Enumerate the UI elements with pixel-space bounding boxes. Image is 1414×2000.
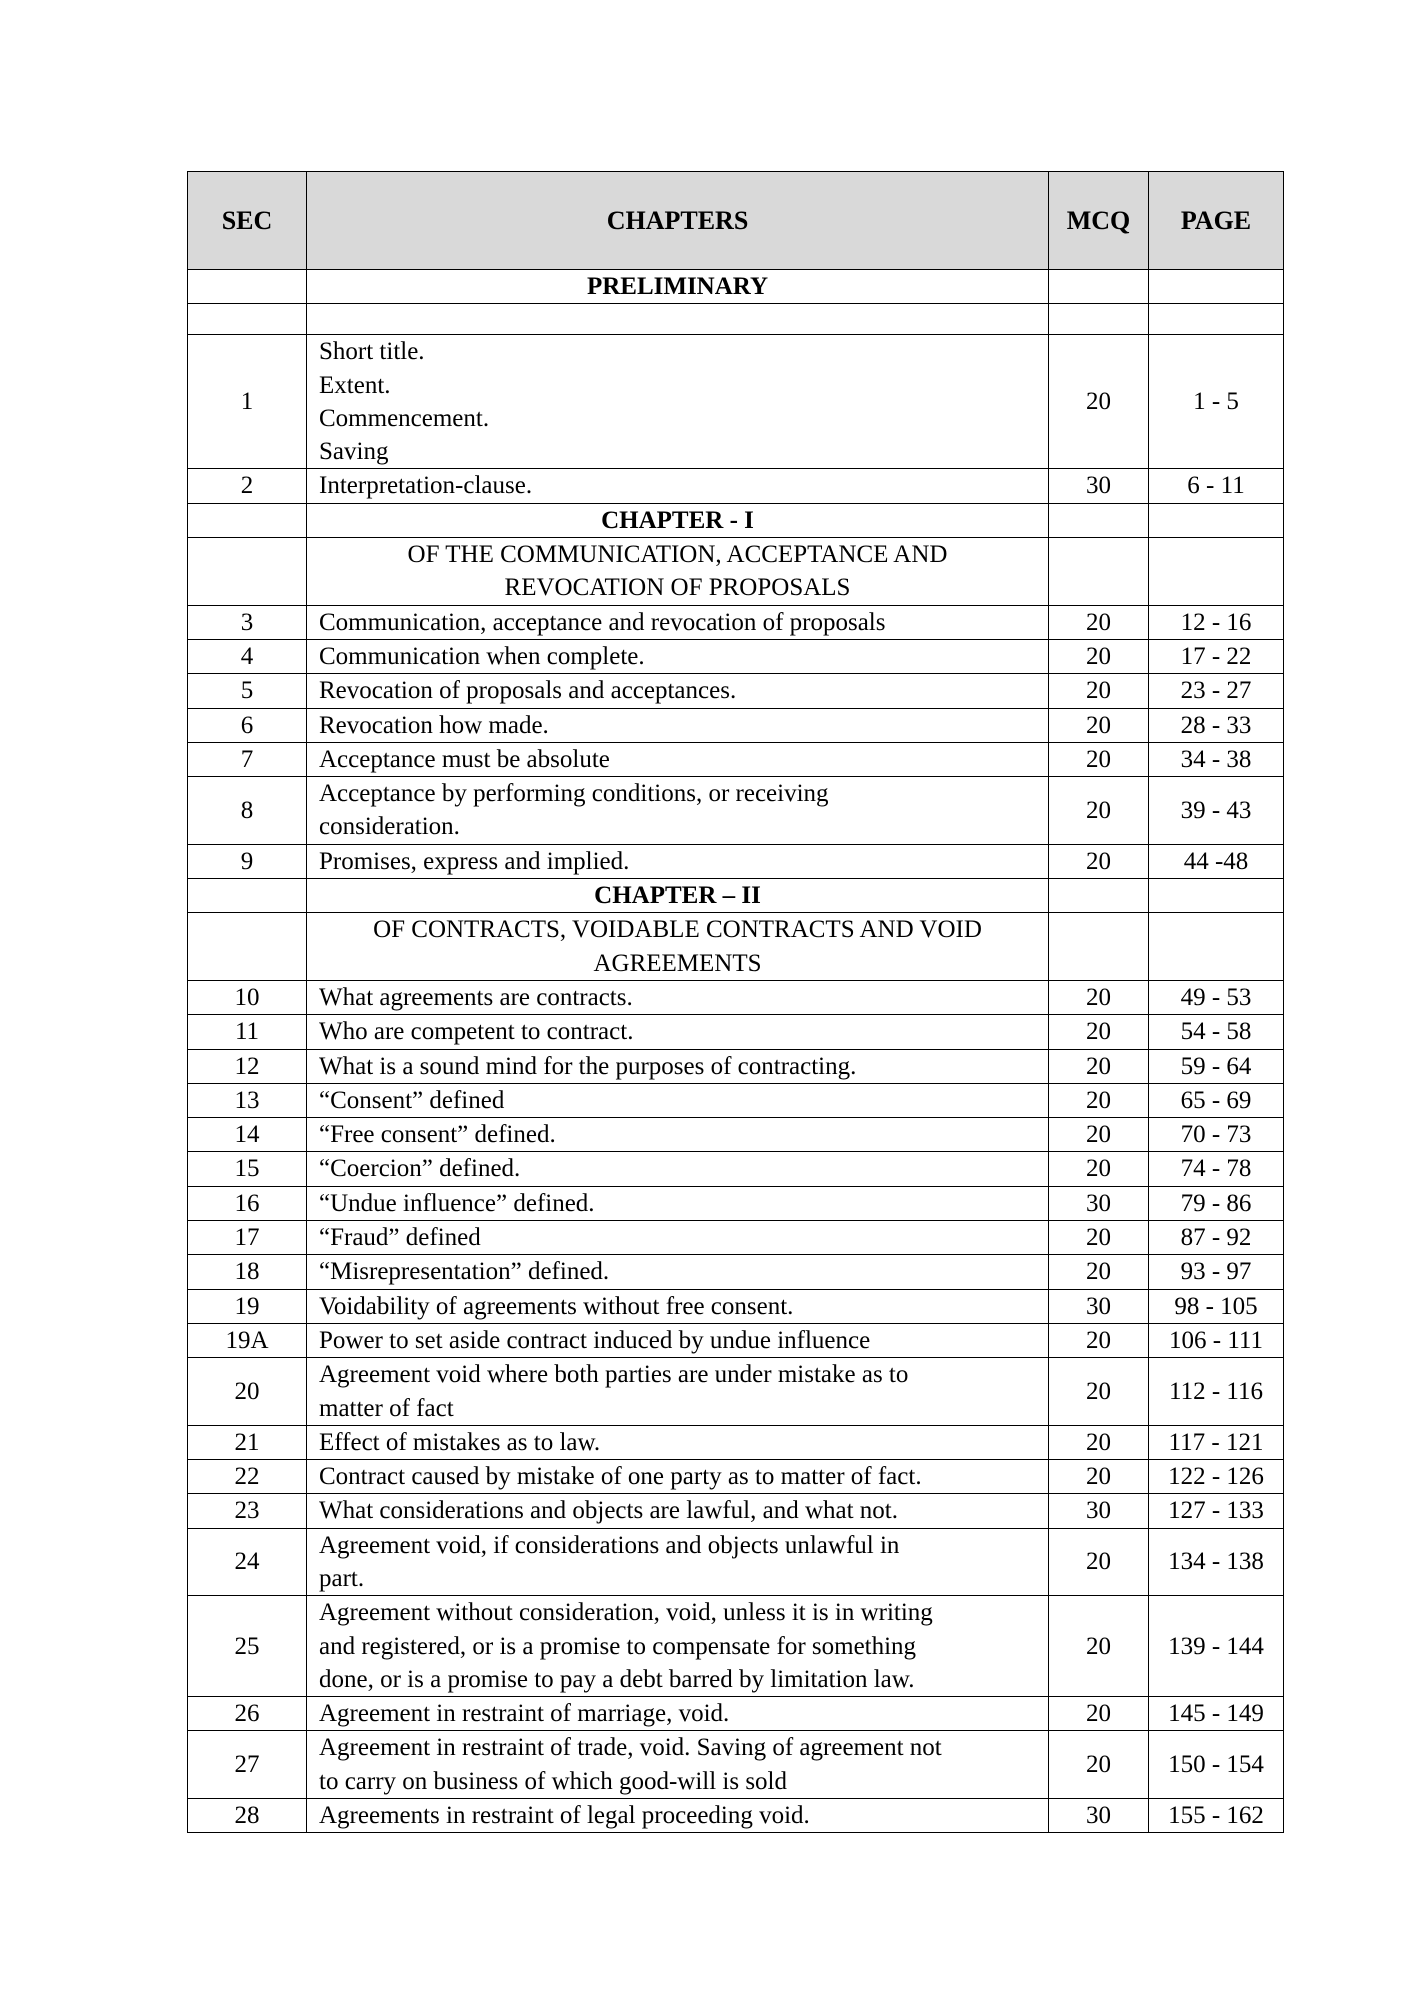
page-cell: [1149, 304, 1284, 335]
chapter-cell: [307, 304, 1049, 335]
chapter-title: “Misrepresentation” defined.: [307, 1255, 1049, 1289]
sec-number: 19A: [188, 1323, 307, 1357]
mcq-count: 20: [1049, 674, 1149, 708]
sec-number: 7: [188, 742, 307, 776]
mcq-count: 20: [1049, 1118, 1149, 1152]
chapter-title: Who are competent to contract.: [307, 1015, 1049, 1049]
page-range: 87 - 92: [1149, 1221, 1284, 1255]
chapter-title: Communication when complete.: [307, 639, 1049, 673]
table-row: [188, 1799, 1284, 1833]
page-range: 1 - 5: [1149, 335, 1284, 469]
sec-number: 21: [188, 1425, 307, 1459]
sec-number: 5: [188, 674, 307, 708]
section-heading-row: [188, 913, 1284, 981]
chapter-title-line: Agreement void where both parties are under mistake as to: [319, 1361, 909, 1389]
mcq-count: 30: [1049, 1799, 1149, 1833]
table-row: [188, 1118, 1284, 1152]
header-row: [188, 172, 1284, 270]
page-range: 44 -48: [1149, 844, 1284, 878]
chapter-subheading: [307, 538, 1049, 606]
sec-number: 15: [188, 1152, 307, 1186]
mcq-count: 20: [1049, 980, 1149, 1014]
chapter-subheading-line: AGREEMENTS: [593, 949, 762, 977]
mcq-cell: [1049, 879, 1149, 913]
header-page: PAGE: [1149, 172, 1284, 270]
chapter-title: “Consent” defined: [307, 1083, 1049, 1117]
chapter-title: [307, 1731, 1049, 1799]
mcq-count: 20: [1049, 1255, 1149, 1289]
table-row: [188, 1255, 1284, 1289]
chapter-title-line: Saving: [319, 438, 389, 466]
sec-cell: [188, 538, 307, 606]
chapter-title: What agreements are contracts.: [307, 980, 1049, 1014]
chapter-heading: PRELIMINARY: [307, 270, 1049, 304]
chapter-heading: CHAPTER - I: [307, 503, 1049, 537]
sec-number: 12: [188, 1049, 307, 1083]
mcq-count: 30: [1049, 1289, 1149, 1323]
page-range: 122 - 126: [1149, 1460, 1284, 1494]
sec-number: 17: [188, 1221, 307, 1255]
chapter-title-line: Short title.: [319, 338, 425, 366]
sec-cell: [188, 270, 307, 304]
mcq-cell: [1049, 304, 1149, 335]
page-range: 65 - 69: [1149, 1083, 1284, 1117]
page-range: 34 - 38: [1149, 742, 1284, 776]
chapter-title: Revocation of proposals and acceptances.: [307, 674, 1049, 708]
page-range: 117 - 121: [1149, 1425, 1284, 1459]
table-row: [188, 1083, 1284, 1117]
sec-number: 18: [188, 1255, 307, 1289]
table-row: [188, 1289, 1284, 1323]
chapter-title: Interpretation-clause.: [307, 469, 1049, 503]
table-row: [188, 335, 1284, 469]
page-cell: [1149, 879, 1284, 913]
chapter-heading: CHAPTER – II: [307, 879, 1049, 913]
chapter-title: [307, 1528, 1049, 1596]
page-range: 70 - 73: [1149, 1118, 1284, 1152]
sec-number: 16: [188, 1186, 307, 1220]
sec-number: 14: [188, 1118, 307, 1152]
mcq-count: 20: [1049, 1460, 1149, 1494]
chapter-title: Effect of mistakes as to law.: [307, 1425, 1049, 1459]
table-row: [188, 1015, 1284, 1049]
chapter-title: [307, 1596, 1049, 1697]
mcq-count: 20: [1049, 777, 1149, 845]
chapter-title-line: and registered, or is a promise to compensate for something: [319, 1632, 917, 1660]
chapter-title-line: Extent.: [319, 371, 391, 399]
page-range: 98 - 105: [1149, 1289, 1284, 1323]
sec-cell: [188, 879, 307, 913]
chapter-title-line: done, or is a promise to pay a debt barred by limitation law.: [319, 1665, 915, 1693]
page-range: 127 - 133: [1149, 1494, 1284, 1528]
mcq-count: 30: [1049, 469, 1149, 503]
chapter-title-line: part.: [319, 1564, 365, 1592]
page-range: 39 - 43: [1149, 777, 1284, 845]
table-row: [188, 1358, 1284, 1426]
chapter-title: “Free consent” defined.: [307, 1118, 1049, 1152]
chapter-title: Acceptance must be absolute: [307, 742, 1049, 776]
mcq-count: 20: [1049, 1528, 1149, 1596]
page-cell: [1149, 538, 1284, 606]
mcq-count: 20: [1049, 1049, 1149, 1083]
sec-number: 19: [188, 1289, 307, 1323]
mcq-count: 20: [1049, 708, 1149, 742]
chapter-subheading-line: REVOCATION OF PROPOSALS: [504, 574, 851, 602]
chapter-title: Communication, acceptance and revocation of proposals: [307, 605, 1049, 639]
sec-number: 22: [188, 1460, 307, 1494]
table-row: [188, 1152, 1284, 1186]
mcq-count: 20: [1049, 844, 1149, 878]
sec-number: 28: [188, 1799, 307, 1833]
mcq-count: 20: [1049, 335, 1149, 469]
sec-number: 11: [188, 1015, 307, 1049]
table-row: [188, 1460, 1284, 1494]
page-range: 106 - 111: [1149, 1323, 1284, 1357]
page-range: 112 - 116: [1149, 1358, 1284, 1426]
chapter-title-line: matter of fact: [319, 1394, 454, 1422]
mcq-count: 20: [1049, 639, 1149, 673]
mcq-cell: [1049, 913, 1149, 981]
chapter-title: Contract caused by mistake of one party as to matter of fact.: [307, 1460, 1049, 1494]
table-row: [188, 674, 1284, 708]
contents-body: [188, 270, 1284, 1833]
page-range: 93 - 97: [1149, 1255, 1284, 1289]
mcq-count: 20: [1049, 1697, 1149, 1731]
chapter-subheading: [307, 913, 1049, 981]
chapter-title-line: to carry on business of which good-will is sold: [319, 1767, 788, 1795]
mcq-count: 20: [1049, 1015, 1149, 1049]
header-mcq: MCQ: [1049, 172, 1149, 270]
page-cell: [1149, 270, 1284, 304]
table-row: [188, 1049, 1284, 1083]
chapter-title: [307, 335, 1049, 469]
mcq-count: 30: [1049, 1494, 1149, 1528]
mcq-count: 20: [1049, 1425, 1149, 1459]
section-heading-row: [188, 879, 1284, 913]
page-range: 17 - 22: [1149, 639, 1284, 673]
chapter-title: “Fraud” defined: [307, 1221, 1049, 1255]
section-heading-row: [188, 270, 1284, 304]
sec-number: 24: [188, 1528, 307, 1596]
page-range: 54 - 58: [1149, 1015, 1284, 1049]
mcq-cell: [1049, 503, 1149, 537]
sec-number: 26: [188, 1697, 307, 1731]
page-range: 49 - 53: [1149, 980, 1284, 1014]
mcq-cell: [1049, 270, 1149, 304]
table-row: [188, 1596, 1284, 1697]
table-row: [188, 1697, 1284, 1731]
table-row: [188, 639, 1284, 673]
page-cell: [1149, 913, 1284, 981]
chapter-title: Agreement in restraint of marriage, void.: [307, 1697, 1049, 1731]
page-range: 23 - 27: [1149, 674, 1284, 708]
sec-number: 25: [188, 1596, 307, 1697]
page-range: 145 - 149: [1149, 1697, 1284, 1731]
mcq-count: 20: [1049, 1221, 1149, 1255]
chapter-subheading-line: OF THE COMMUNICATION, ACCEPTANCE AND: [407, 541, 948, 569]
table-row: [188, 742, 1284, 776]
sec-number: 9: [188, 844, 307, 878]
mcq-count: 20: [1049, 605, 1149, 639]
chapter-title: [307, 777, 1049, 845]
table-row: [188, 1494, 1284, 1528]
chapter-title: What is a sound mind for the purposes of contracting.: [307, 1049, 1049, 1083]
header-sec: SEC: [188, 172, 307, 270]
mcq-count: 20: [1049, 742, 1149, 776]
sec-number: 10: [188, 980, 307, 1014]
page-range: 139 - 144: [1149, 1596, 1284, 1697]
page-range: 28 - 33: [1149, 708, 1284, 742]
mcq-count: 20: [1049, 1596, 1149, 1697]
section-heading-row: [188, 503, 1284, 537]
mcq-cell: [1049, 538, 1149, 606]
table-row: [188, 1425, 1284, 1459]
table-row: [188, 1731, 1284, 1799]
sec-number: 13: [188, 1083, 307, 1117]
chapter-title: What considerations and objects are lawful, and what not.: [307, 1494, 1049, 1528]
sec-number: 20: [188, 1358, 307, 1426]
page-range: 12 - 16: [1149, 605, 1284, 639]
table-row: [188, 980, 1284, 1014]
chapter-title-line: Commencement.: [319, 404, 490, 432]
section-heading-row: [188, 538, 1284, 606]
page-range: 155 - 162: [1149, 1799, 1284, 1833]
table-row: [188, 605, 1284, 639]
chapter-title: Voidability of agreements without free consent.: [307, 1289, 1049, 1323]
mcq-count: 20: [1049, 1323, 1149, 1357]
spacer-row: [188, 304, 1284, 335]
chapter-title: Revocation how made.: [307, 708, 1049, 742]
chapter-title: Power to set aside contract induced by undue influence: [307, 1323, 1049, 1357]
page-range: 59 - 64: [1149, 1049, 1284, 1083]
page-range: 6 - 11: [1149, 469, 1284, 503]
chapter-title-line: consideration.: [319, 813, 460, 841]
table-row: [188, 1186, 1284, 1220]
table-row: [188, 777, 1284, 845]
sec-number: 23: [188, 1494, 307, 1528]
sec-number: 3: [188, 605, 307, 639]
page-range: 134 - 138: [1149, 1528, 1284, 1596]
sec-cell: [188, 503, 307, 537]
sec-number: 8: [188, 777, 307, 845]
mcq-count: 20: [1049, 1358, 1149, 1426]
mcq-count: 30: [1049, 1186, 1149, 1220]
table-row: [188, 1528, 1284, 1596]
page-cell: [1149, 503, 1284, 537]
mcq-count: 20: [1049, 1731, 1149, 1799]
chapter-title-line: Agreement in restraint of trade, void. Saving of agreement not: [319, 1734, 942, 1762]
table-row: [188, 1221, 1284, 1255]
chapter-title-line: Acceptance by performing conditions, or receiving: [319, 780, 829, 808]
table-row: [188, 844, 1284, 878]
sec-number: 27: [188, 1731, 307, 1799]
sec-number: 6: [188, 708, 307, 742]
mcq-count: 20: [1049, 1152, 1149, 1186]
sec-cell: [188, 913, 307, 981]
sec-number: 2: [188, 469, 307, 503]
mcq-count: 20: [1049, 1083, 1149, 1117]
contents-table: [187, 171, 1284, 1833]
page-range: 79 - 86: [1149, 1186, 1284, 1220]
sec-cell: [188, 304, 307, 335]
header-chapters: CHAPTERS: [307, 172, 1049, 270]
sec-number: 1: [188, 335, 307, 469]
table-row: [188, 708, 1284, 742]
chapter-title: Promises, express and implied.: [307, 844, 1049, 878]
page-range: 74 - 78: [1149, 1152, 1284, 1186]
chapter-title: “Undue influence” defined.: [307, 1186, 1049, 1220]
chapter-title: [307, 1358, 1049, 1426]
chapter-title-line: Agreement void, if considerations and objects unlawful in: [319, 1531, 900, 1559]
page-range: 150 - 154: [1149, 1731, 1284, 1799]
table-row: [188, 1323, 1284, 1357]
chapter-title: Agreements in restraint of legal proceeding void.: [307, 1799, 1049, 1833]
chapter-subheading-line: OF CONTRACTS, VOIDABLE CONTRACTS AND VOID: [373, 916, 982, 944]
sec-number: 4: [188, 639, 307, 673]
chapter-title: “Coercion” defined.: [307, 1152, 1049, 1186]
chapter-title-line: Agreement without consideration, void, unless it is in writing: [319, 1599, 933, 1627]
table-row: [188, 469, 1284, 503]
